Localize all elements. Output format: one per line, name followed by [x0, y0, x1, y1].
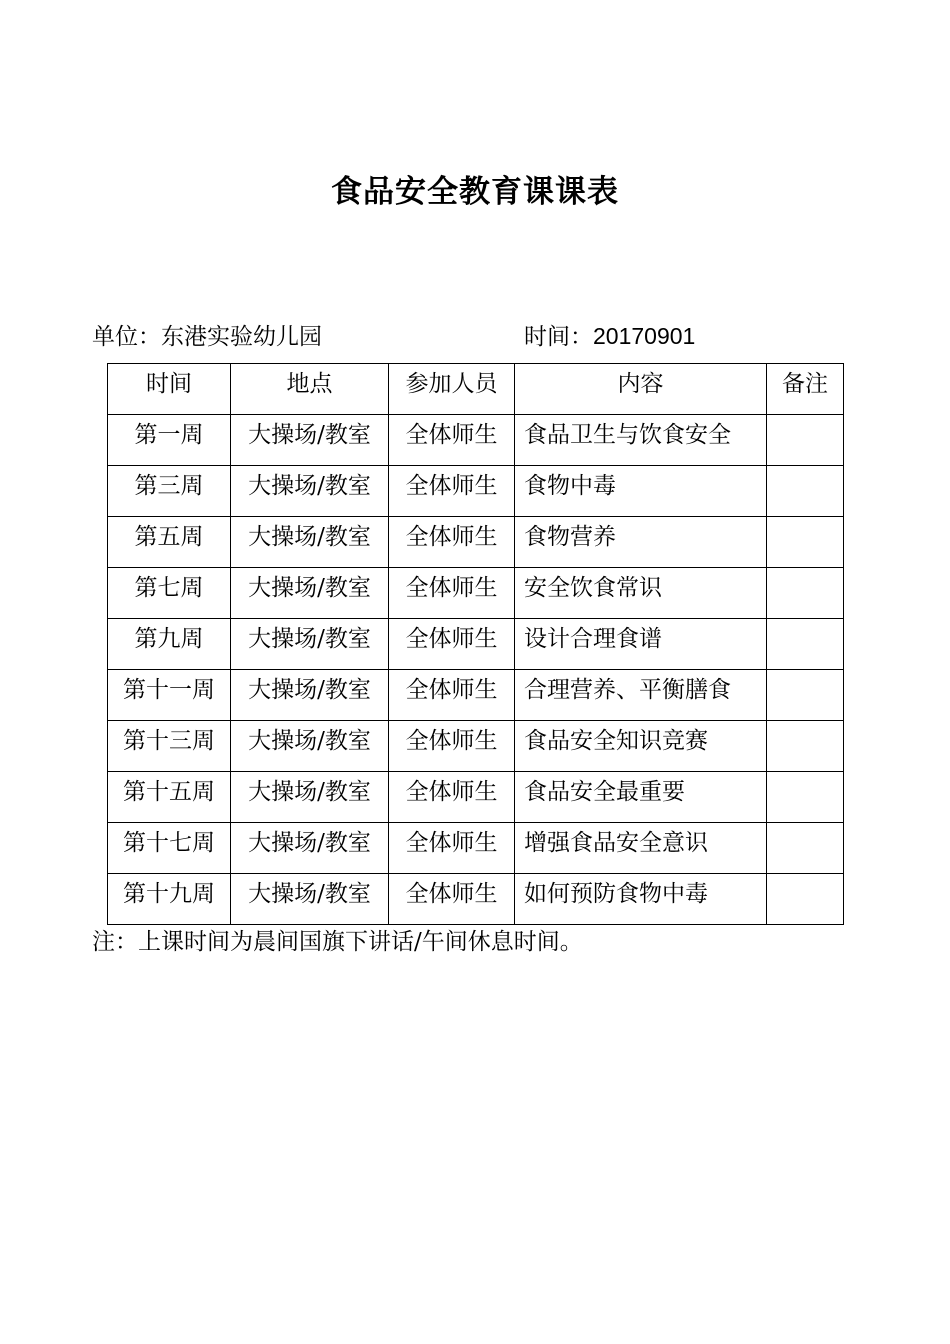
- cell-participants: 全体师生: [389, 670, 515, 721]
- unit-info: [92, 318, 322, 351]
- cell-remarks: [767, 823, 844, 874]
- header-remarks: 备注: [767, 364, 844, 415]
- cell-remarks: [767, 466, 844, 517]
- unit-label: 单位：: [92, 324, 161, 350]
- table-row: [108, 721, 844, 772]
- footnote: 注：上课时间为晨间国旗下讲话/午间休息时间。: [92, 929, 583, 955]
- cell-week: 第十三周: [108, 721, 231, 772]
- schedule-table: [107, 363, 844, 925]
- cell-participants: 全体师生: [389, 721, 515, 772]
- cell-participants: 全体师生: [389, 568, 515, 619]
- cell-week: 第十七周: [108, 823, 231, 874]
- cell-week: 第三周: [108, 466, 231, 517]
- cell-location: 大操场/教室: [231, 415, 389, 466]
- cell-location: 大操场/教室: [231, 517, 389, 568]
- header-participants: 参加人员: [389, 364, 515, 415]
- cell-participants: 全体师生: [389, 415, 515, 466]
- cell-remarks: [767, 415, 844, 466]
- cell-week: 第五周: [108, 517, 231, 568]
- cell-week: 第一周: [108, 415, 231, 466]
- cell-content: 设计合理食谱: [515, 619, 767, 670]
- cell-participants: 全体师生: [389, 874, 515, 925]
- cell-content: 食物营养: [515, 517, 767, 568]
- table-row: [108, 874, 844, 925]
- cell-week: 第十九周: [108, 874, 231, 925]
- cell-content: 食物中毒: [515, 466, 767, 517]
- cell-location: 大操场/教室: [231, 772, 389, 823]
- table-row: [108, 517, 844, 568]
- cell-participants: 全体师生: [389, 823, 515, 874]
- page-title: 食品安全教育课课表: [331, 174, 619, 210]
- cell-location: 大操场/教室: [231, 823, 389, 874]
- time-info: [524, 318, 695, 351]
- cell-location: 大操场/教室: [231, 670, 389, 721]
- cell-content: 食品安全知识竞赛: [515, 721, 767, 772]
- table-row: [108, 619, 844, 670]
- cell-remarks: [767, 721, 844, 772]
- unit-value: 东港实验幼儿园: [161, 324, 322, 350]
- cell-location: 大操场/教室: [231, 466, 389, 517]
- cell-week: 第七周: [108, 568, 231, 619]
- cell-participants: 全体师生: [389, 772, 515, 823]
- cell-content: 食品安全最重要: [515, 772, 767, 823]
- cell-remarks: [767, 874, 844, 925]
- cell-content: 食品卫生与饮食安全: [515, 415, 767, 466]
- cell-participants: 全体师生: [389, 619, 515, 670]
- cell-week: 第十一周: [108, 670, 231, 721]
- table-header-row: [108, 364, 844, 415]
- header-time: 时间: [108, 364, 231, 415]
- table-row: [108, 568, 844, 619]
- cell-remarks: [767, 670, 844, 721]
- cell-participants: 全体师生: [389, 517, 515, 568]
- cell-participants: 全体师生: [389, 466, 515, 517]
- cell-content: 增强食品安全意识: [515, 823, 767, 874]
- header-content: 内容: [515, 364, 767, 415]
- cell-location: 大操场/教室: [231, 874, 389, 925]
- document-meta: [92, 318, 852, 350]
- cell-content: 安全饮食常识: [515, 568, 767, 619]
- cell-location: 大操场/教室: [231, 721, 389, 772]
- cell-week: 第十五周: [108, 772, 231, 823]
- table-row: [108, 466, 844, 517]
- table-row: [108, 670, 844, 721]
- table-row: [108, 415, 844, 466]
- cell-remarks: [767, 517, 844, 568]
- table-row: [108, 823, 844, 874]
- header-location: 地点: [231, 364, 389, 415]
- table-row: [108, 772, 844, 823]
- time-value: 20170901: [593, 323, 696, 349]
- cell-remarks: [767, 568, 844, 619]
- cell-location: 大操场/教室: [231, 568, 389, 619]
- cell-remarks: [767, 619, 844, 670]
- cell-location: 大操场/教室: [231, 619, 389, 670]
- time-label: 时间：: [524, 324, 593, 350]
- cell-content: 如何预防食物中毒: [515, 874, 767, 925]
- cell-remarks: [767, 772, 844, 823]
- cell-week: 第九周: [108, 619, 231, 670]
- cell-content: 合理营养、平衡膳食: [515, 670, 767, 721]
